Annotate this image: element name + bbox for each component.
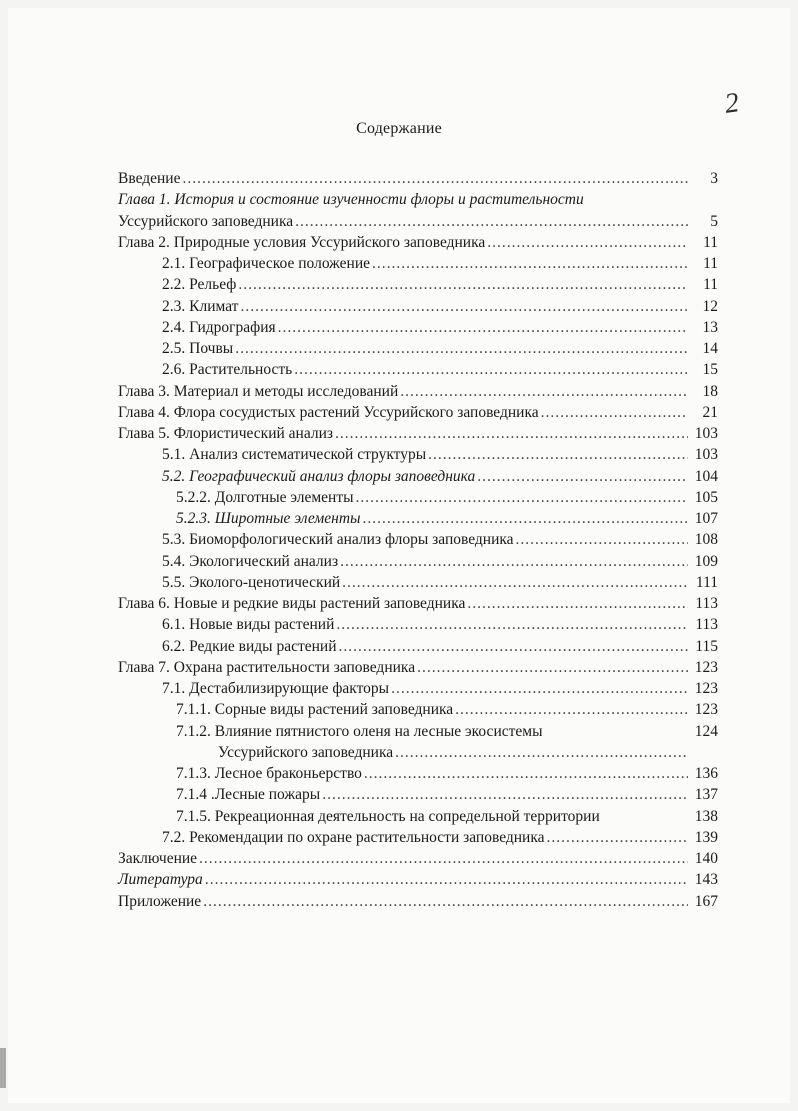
toc-entry-line (162, 253, 688, 274)
toc-entry (118, 784, 736, 805)
toc-entry (118, 891, 736, 912)
toc-entry (118, 572, 736, 593)
toc-entry-line (176, 508, 688, 529)
toc-entry-line (162, 317, 688, 338)
toc-leader-dots (336, 614, 688, 635)
toc-page-number: 123 (694, 701, 718, 719)
toc-entry-line (162, 466, 688, 487)
toc-entry-title: 2.1. Географическое положение (162, 255, 371, 272)
toc-entry-title: 2.4. Гидрография (162, 318, 276, 336)
toc-entry-title: Введение (118, 170, 181, 187)
toc-page-number: 18 (702, 382, 718, 400)
toc-entry-title: 2.3. Климат (162, 297, 239, 315)
toc-entry-line (162, 296, 688, 317)
toc-entry-line (162, 551, 688, 572)
toc-leader-dots (372, 253, 688, 274)
toc-entry-title: 7.1.1. Сорные виды растений заповедника (176, 701, 454, 719)
toc-page-number: 143 (694, 871, 718, 889)
toc-page-number: 11 (703, 276, 718, 294)
toc-entry-line (118, 402, 688, 423)
toc-entry-title: 5.2. Географический анализ флоры заповедника (162, 467, 476, 485)
toc-leader-dots (516, 529, 688, 550)
toc-page-number: 140 (694, 850, 718, 867)
toc-entry-line (118, 593, 688, 614)
toc-leader-dots (205, 869, 688, 890)
toc-entry-line (118, 657, 688, 678)
toc-entry-title: 5.1. Анализ систематической структуры (162, 446, 427, 464)
toc-entry-title: Уссурийского заповедника (218, 743, 394, 761)
toc-entry-title: 5.2.3. Широтные элементы (176, 510, 361, 527)
toc-entry-title: Уссурийского заповедника (118, 212, 294, 230)
toc-entry-line (162, 444, 688, 465)
toc-page-number: 115 (695, 637, 718, 655)
toc-entry-line (218, 742, 688, 763)
toc-page-number: 109 (694, 552, 718, 570)
toc-entry-line (176, 806, 688, 827)
toc-leader-dots (487, 232, 688, 253)
toc-page-number: 104 (694, 467, 718, 485)
toc-leader-dots (278, 317, 688, 338)
toc-entry (118, 593, 736, 614)
toc-entry (118, 869, 736, 890)
toc-entry (118, 699, 736, 720)
toc-entry (118, 402, 736, 423)
toc-leader-dots (395, 742, 688, 763)
toc-leader-dots (335, 423, 688, 444)
toc-entry-line (176, 784, 688, 805)
toc-page-number: 113 (695, 595, 718, 612)
toc-page-number (678, 189, 718, 210)
toc-entry-title: 5.5. Эколого-ценотический (162, 573, 341, 591)
toc-entry (118, 636, 736, 657)
toc-leader-dots (235, 338, 688, 359)
toc-entry-line (162, 338, 688, 359)
toc-entry-line (162, 614, 688, 635)
toc-page-number: 11 (703, 255, 718, 272)
toc-entry-line (118, 189, 688, 210)
toc-page-number: 139 (694, 828, 718, 846)
toc-leader-dots (428, 444, 688, 465)
toc-entry (118, 381, 736, 402)
toc-page-number (678, 742, 718, 763)
toc-entry-title: Глава 4. Флора сосудистых растений Уссурийского заповедника (118, 403, 539, 421)
toc-entry-line (162, 827, 688, 848)
toc-entry-line (118, 168, 688, 189)
toc-entry-title: Глава 1. История и состояние изученности флоры и растительности (118, 191, 584, 209)
toc-entry-title: 5.2.2. Долготные элементы (176, 488, 354, 506)
toc-page-number: 107 (694, 510, 718, 527)
toc-leader-dots (363, 508, 688, 529)
page-title: Содержание (356, 120, 442, 137)
toc-entry (118, 508, 736, 529)
toc-entry-line (118, 423, 688, 444)
toc-leader-dots (417, 657, 688, 678)
toc-entry (118, 848, 736, 869)
toc-entry-title: 7.1. Дестабилизирующие факторы (162, 680, 390, 697)
toc-leader-dots (182, 168, 688, 189)
toc-page-number: 136 (694, 765, 718, 782)
toc-leader-dots (477, 466, 688, 487)
toc-entry (118, 296, 736, 317)
toc-entry (118, 423, 736, 444)
toc-entry (118, 168, 736, 189)
toc-leader-dots (356, 487, 688, 508)
toc-entry-title: 5.3. Биоморфологический анализ флоры заповедника (162, 531, 514, 549)
toc-page-number: 138 (694, 807, 718, 825)
toc-entry-title: Приложение (118, 892, 202, 910)
toc-leader-dots (547, 827, 688, 848)
toc-leader-dots (203, 891, 688, 912)
toc-page-number: 123 (694, 658, 718, 676)
toc-leader-dots (467, 593, 688, 614)
toc-page-number: 13 (702, 318, 718, 336)
toc-entry-line (176, 721, 688, 742)
toc-leader-dots (199, 848, 688, 869)
toc-entry-title: Глава 7. Охрана растительности заповедника (118, 658, 416, 676)
toc-entry-title: 7.1.3. Лесное браконьерство (176, 765, 362, 782)
toc-entry-line (162, 572, 688, 593)
toc-entry-title: 7.2. Рекомендации по охране растительности заповедника (162, 828, 545, 846)
toc-entry-title: 7.1.2. Влияние пятнистого оленя на лесные экосистемы (176, 722, 543, 740)
toc-entry-title: 7.1.5. Рекреационная деятельность на сопредельной территории (176, 807, 600, 825)
toc-entry (118, 487, 736, 508)
toc-entry-line (176, 487, 688, 508)
toc-entry-line (162, 529, 688, 550)
toc-leader-dots (541, 402, 688, 423)
toc-entry-line (118, 211, 688, 232)
toc-entry (118, 551, 736, 572)
scan-edge-mark (0, 1048, 6, 1088)
toc-entry (118, 678, 736, 699)
toc-leader-dots (339, 636, 688, 657)
toc-entry (118, 317, 736, 338)
toc-leader-dots (294, 359, 688, 380)
toc-entry-line (162, 636, 688, 657)
toc-page-number: 14 (702, 340, 718, 357)
toc-page-number: 108 (694, 531, 718, 549)
toc-entry (118, 189, 736, 210)
toc-entry-line (176, 699, 688, 720)
toc-entry (118, 806, 736, 827)
toc-page-number: 12 (702, 297, 718, 315)
toc-leader-dots (455, 699, 688, 720)
toc-entry-line (118, 381, 688, 402)
toc-entry-line (162, 678, 688, 699)
toc-entry-line (118, 869, 688, 890)
toc-entry (118, 657, 736, 678)
toc-entry-title: Глава 5. Флористический анализ (118, 425, 334, 442)
toc-page-number: 105 (694, 488, 718, 506)
toc-entry (118, 614, 736, 635)
toc-entry-line (118, 848, 688, 869)
toc-entry-title: Литература (118, 871, 203, 889)
toc-entry (118, 253, 736, 274)
toc-entry (118, 274, 736, 295)
toc-entry (118, 232, 736, 253)
toc-entry-title: Глава 2. Природные условия Уссурийского заповедника (118, 233, 486, 251)
table-of-contents (118, 168, 736, 912)
toc-entry-title: 2.6. Растительность (162, 361, 293, 379)
toc-entry-title: 6.2. Редкие виды растений (162, 637, 337, 655)
toc-leader-dots (400, 381, 688, 402)
toc-entry-line (176, 763, 688, 784)
toc-entry (118, 529, 736, 550)
toc-page-number: 103 (694, 446, 718, 464)
toc-leader-dots (364, 763, 688, 784)
toc-entry (118, 211, 736, 232)
toc-entry-title: 2.5. Почвы (162, 340, 234, 357)
toc-page-number: 21 (702, 403, 718, 421)
toc-page-number: 11 (703, 233, 718, 251)
toc-page-number: 103 (694, 425, 718, 442)
toc-leader-dots (342, 572, 688, 593)
toc-leader-dots (238, 274, 688, 295)
toc-page-number: 5 (710, 212, 718, 230)
toc-entry-title: Заключение (118, 850, 198, 867)
toc-entry (118, 763, 736, 784)
toc-entry-title: 2.2. Рельеф (162, 276, 237, 294)
toc-leader-dots (391, 678, 688, 699)
toc-page-number: 167 (694, 892, 718, 910)
toc-page-number: 123 (694, 680, 718, 697)
toc-entry-title: Глава 6. Новые и редкие виды растений заповедника (118, 595, 466, 612)
toc-entry-title: 6.1. Новые виды растений (162, 616, 335, 634)
toc-entry (118, 466, 736, 487)
toc-entry-line (162, 359, 688, 380)
toc-entry-line (118, 232, 688, 253)
toc-entry-title: 5.4. Экологический анализ (162, 552, 339, 570)
toc-leader-dots (240, 296, 688, 317)
toc-leader-dots (295, 211, 688, 232)
toc-entry (118, 827, 736, 848)
toc-entry (118, 359, 736, 380)
toc-entry (118, 338, 736, 359)
toc-page-number: 137 (694, 786, 718, 804)
toc-leader-dots (322, 784, 688, 805)
handwritten-page-mark: 2 (722, 87, 742, 120)
toc-entry-title: 7.1.4 .Лесные пожары (176, 786, 321, 804)
toc-page-number: 113 (695, 616, 718, 634)
toc-entry (118, 721, 736, 742)
toc-entry-line (118, 891, 688, 912)
toc-page-number: 3 (710, 170, 718, 187)
toc-page-number: 124 (694, 722, 718, 740)
toc-leader-dots (340, 551, 688, 572)
toc-entry (118, 444, 736, 465)
toc-entry-line (162, 274, 688, 295)
toc-page-number: 15 (702, 361, 718, 379)
toc-entry (118, 742, 736, 763)
toc-page-number: 111 (695, 573, 718, 591)
toc-entry-title: Глава 3. Материал и методы исследований (118, 382, 399, 400)
